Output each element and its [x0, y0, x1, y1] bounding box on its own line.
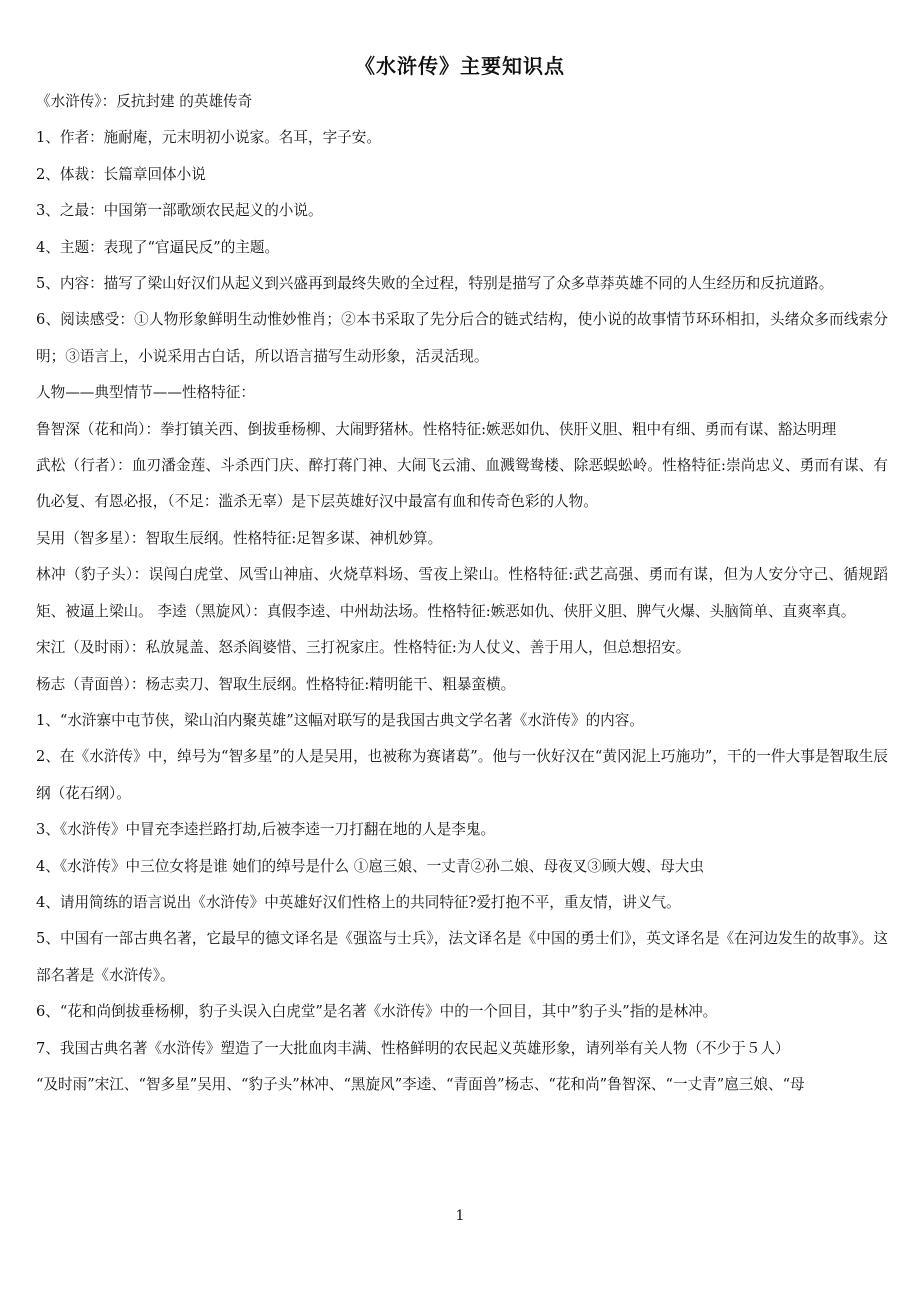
paragraph-characters-heading: 人物——典型情节——性格特征：	[36, 384, 255, 402]
paragraph-first: 3、之最：中国第一部歌颂农民起义的小说。	[36, 202, 323, 220]
paragraph-content: 5、内容：描写了梁山好汉们从起义到兴盛再到最终失败的全过程，特别是描写了众多草莽英雄不同的人生经历和反抗道路。	[36, 275, 834, 293]
paragraph-q4b: 4、请用简练的语言说出《水浒传》中英雄好汉们性格上的共同特征?爱打抱不平，重友情，讲义气。	[36, 893, 681, 911]
paragraph-q7-answer: “及时雨”宋江、“智多星”吴用、“豹子头”林冲、“黑旋风”李逵、“青面兽”杨志、“花和尚”鲁智深、“一丈青”扈三娘、“母	[36, 1075, 805, 1093]
paragraph-q2: 2、在《水浒传》中，绰号为“智多星”的人是吴用，也被称为赛诸葛”。他与一伙好汉在“黄冈泥上巧施功”，干的一件大事是智取生辰纲（花石纲）。	[36, 748, 888, 802]
paragraph-theme: 4、主题：表现了“官逼民反”的主题。	[36, 238, 280, 256]
paragraph-genre: 2、体裁：长篇章回体小说	[36, 165, 206, 183]
paragraph-lin-chong: 林冲（豹子头）：误闯白虎堂、风雪山神庙、火烧草料场、雪夜上梁山。性格特征:武艺高强、勇而有谋，但为人安分守己、循规蹈矩、被逼上梁山。 李逵（黑旋风）：真假李逵、中州劫法场。性格特征:嫉恶如仇、侠肝义胆、脾气火爆、头脑简单、直爽率真。	[36, 566, 888, 620]
paragraph-q7: 7、我国古典名著《水浒传》塑造了一大批血肉丰满、性格鲜明的农民起义英雄形象，请列举有关人物（不少于５人）	[36, 1039, 790, 1057]
paragraph-intro: 《水浒传》：反抗封建 的英雄传奇	[36, 93, 253, 110]
paragraph-q1: 1、“水浒寨中屯节侠，梁山泊内聚英雄”这幅对联写的是我国古典文学名著《水浒传》的内容。	[36, 711, 644, 729]
paragraph-q3: 3、《水浒传》中冒充李逵拦路打劫,后被李逵一刀打翻在地的人是李鬼。	[36, 821, 496, 839]
document-body	[36, 84, 888, 1103]
paragraph-wu-song: 武松（行者）：血刃潘金莲、斗杀西门庆、醉打蒋门神、大闹飞云浦、血溅鸳鸯楼、除恶蜈蚣岭。性格特征:崇尚忠义、勇而有谋、有仇必复、有恩必报，（不足：滥杀无辜）是下层英雄好汉中最富有血和传奇色彩的人物。	[36, 457, 888, 511]
paragraph-q4a: 4、《水浒传》中三位女将是谁 她们的绰号是什么 ①扈三娘、一丈青②孙二娘、母夜叉③顾大嫂、母大虫	[36, 857, 704, 875]
paragraph-lu-zhishen: 鲁智深（花和尚）：拳打镇关西、倒拔垂杨柳、大闹野猪林。性格特征:嫉恶如仇、侠肝义胆、粗中有细、勇而有谋、豁达明理	[36, 420, 837, 438]
paragraph-wu-yong: 吴用（智多星）：智取生辰纲。性格特征:足智多谋、神机妙算。	[36, 529, 443, 547]
paragraph-q6: 6、“花和尚倒拔垂杨柳，豹子头误入白虎堂”是名著《水浒传》中的一个回目，其中”豹子头”指的是林冲。	[36, 1003, 718, 1021]
paragraph-q5: 5、中国有一部古典名著，它最早的德文译名是《强盗与士兵》，法文译名是《中国的勇士们》，英文译名是《在河边发生的故事》。这部名著是《水浒传》。	[36, 930, 888, 984]
paragraph-author: 1、作者：施耐庵，元末明初小说家。名耳，字子安。	[36, 129, 381, 147]
paragraph-song-jiang: 宋江（及时雨）：私放晁盖、怒杀阎婆惜、三打祝家庄。性格特征:为人仗义、善于用人，但总想招安。	[36, 639, 691, 657]
page-number: 1	[455, 1208, 465, 1224]
paragraph-reading: 6、阅读感受：①人物形象鲜明生动惟妙惟肖；②本书采取了先分后合的链式结构，使小说的故事情节环环相扣，头绪众多而线索分明；③语言上，小说采用古白话，所以语言描写生动形象，活灵活现。	[36, 311, 888, 365]
paragraph-yang-zhi: 杨志（青面兽）：杨志卖刀、智取生辰纲。性格特征:精明能干、粗暴蛮横。	[36, 675, 516, 693]
document-title: 《水浒传》主要知识点	[355, 54, 565, 78]
